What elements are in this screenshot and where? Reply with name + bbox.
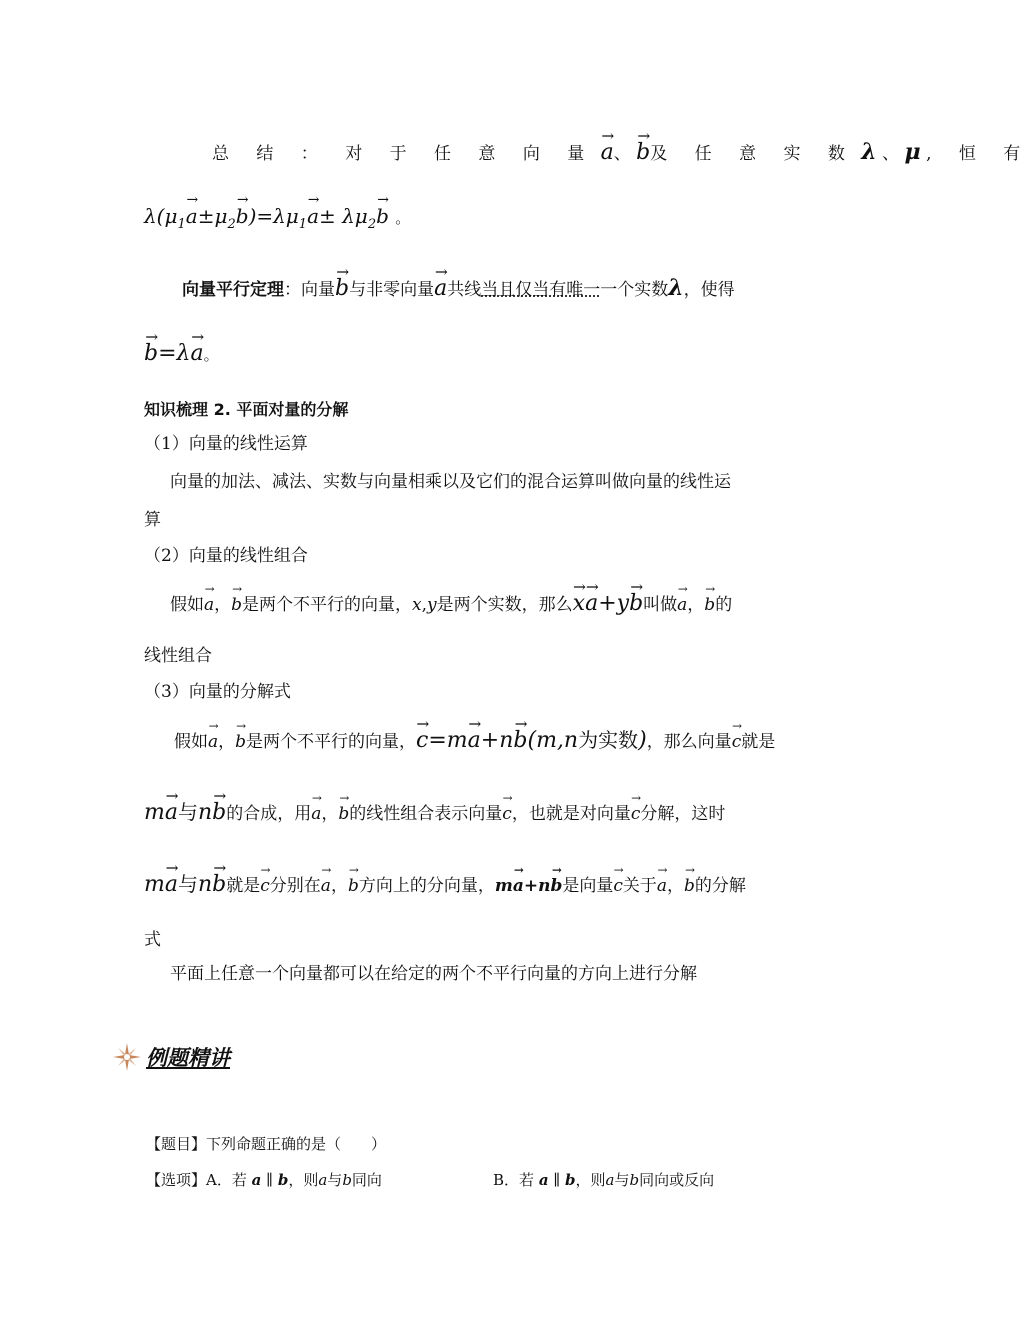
- theorem-title: 向量平行定理: [182, 280, 284, 300]
- item3-body-1: 假如→ a，→ b是两个不平行的向量，→ c=m→ a+n→ b(m,n为实数)，那么向量→ c就是: [174, 728, 775, 754]
- examples-heading: 例题精讲: [146, 1046, 230, 1070]
- question-line: 【题目】下列命题正确的是（ ）: [146, 1135, 387, 1153]
- summary-end: 。: [395, 209, 411, 227]
- item3-body-3: m→ a与n→ b就是→ c分别在→ a，→ b方向上的分向量，m→ a+n→ b是向量→ c关于→ a，→ b的分解: [144, 872, 746, 898]
- summary-suffix: , 恒 有: [926, 144, 1031, 164]
- summary-sep1: 、: [613, 144, 631, 164]
- parallel-theorem: 向量平行定理：向量→ b与非零向量→ a共线当且仅当有唯一一个实数λ，使得: [182, 276, 735, 302]
- section2-title: 知识梳理 2. 平面对量的分解: [144, 400, 349, 419]
- parallel-formula: → b=λ→ a。: [144, 342, 219, 367]
- sparkle-icon: [112, 1042, 142, 1072]
- lambda-symbol: λ: [861, 139, 877, 165]
- item2-body: 假如→ a，→ b是两个不平行的向量，x,y是两个实数，那么→ x→ a+y→ b叫做→ a，→ b的: [170, 592, 732, 617]
- summary-mid: 及 任 意 实 数: [650, 144, 856, 164]
- option-b: B．若 a ∥ b，则a与b同向或反向: [493, 1171, 715, 1189]
- summary-sep2: 、: [882, 144, 900, 164]
- item1-title: （1）向量的线性运算: [144, 434, 308, 454]
- item2-title: （2）向量的线性组合: [144, 546, 308, 566]
- summary-prefix: 总 结 ： 对 于 任 意 向 量: [212, 144, 596, 164]
- item3-body-2: m→ a与n→ b的合成，用→ a，→ b的线性组合表示向量→ c，也就是对向量→ c分解，这时: [144, 800, 725, 826]
- item3-title: （3）向量的分解式: [144, 682, 291, 702]
- item1-body: 向量的加法、减法、实数与向量相乘以及它们的混合运算叫做向量的线性运: [170, 472, 731, 492]
- vec-b: → b: [636, 141, 650, 165]
- distributive-formula: $\lambda(\mu_1\to a\pm\mu_2\to b)=\lambda\mu_1\to a\pm \lambda\mu_2\to b$ 。: [144, 204, 410, 237]
- item1-body-cont: 算: [144, 510, 161, 530]
- item3-summary: 平面上任意一个向量都可以在给定的两个不平行向量的方向上进行分解: [170, 964, 697, 984]
- summary-line: [212, 140, 1031, 166]
- item3-body-cont: 式: [144, 930, 161, 950]
- item2-body-cont: 线性组合: [144, 646, 212, 666]
- mu-symbol: μ: [904, 139, 921, 165]
- vec-a: → a: [601, 141, 614, 165]
- dotted-emphasis: 当且仅当有唯一: [481, 280, 601, 300]
- options-line: 【选项】A．若 a ∥ b，则a与b同向: [146, 1171, 382, 1189]
